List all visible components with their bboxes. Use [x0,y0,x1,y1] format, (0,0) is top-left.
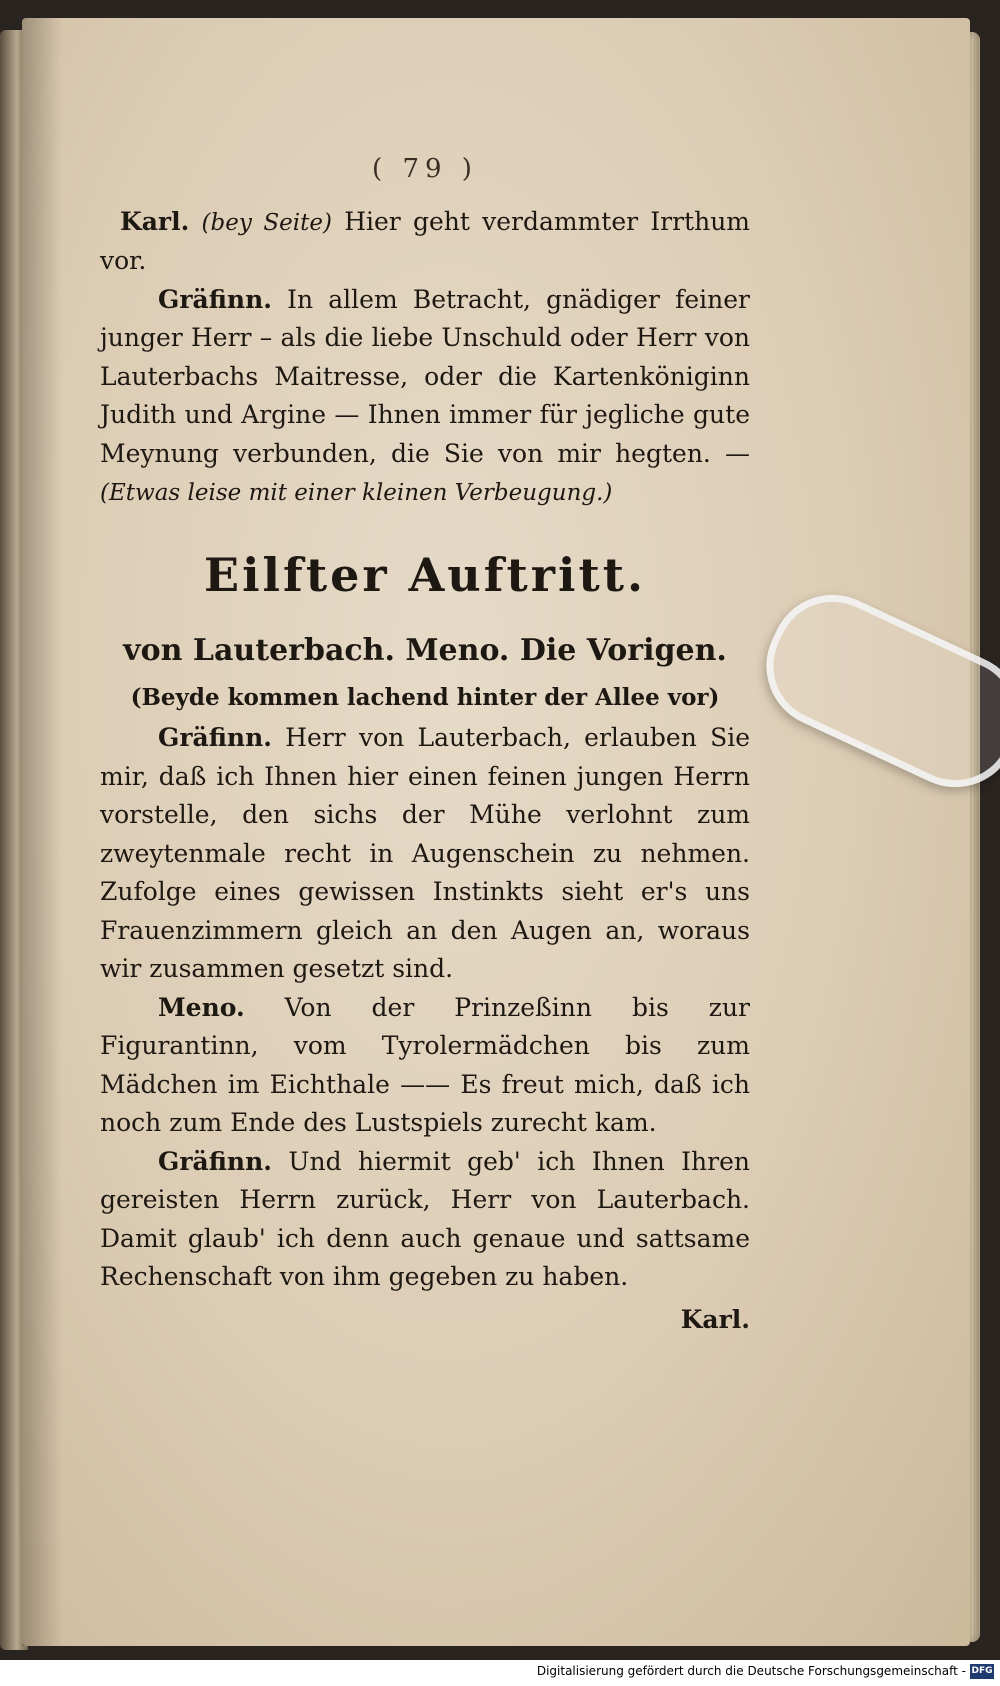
dialogue-paragraph [100,989,750,1143]
dfg-logo-icon: DFG [970,1664,994,1679]
scene-direction: (Beyde kommen lachend hinter der Allee vor) [130,683,720,711]
page-text-block [100,150,750,1339]
speaker-name: Gräfinn. [158,1146,272,1176]
scene-characters: von Lauterbach. Meno. Die Vorigen. [123,632,727,668]
gutter-shadow [22,18,62,1646]
dialogue-text: Von der Prinzeßinn bis zur Figurantinn, vom Tyrolermädchen bis zum Mädchen im Eichthale —— Es freut mich, daß ich noch zum Ende des Lustspiels zurecht kam. [100,992,750,1137]
scene-heading: Eilfter Auftritt. [204,547,646,602]
speaker-name: Gräfinn. [158,723,272,752]
dialogue-paragraph [100,719,750,989]
dialogue-paragraph [100,281,750,513]
speaker-name: Gräfinn. [158,284,272,314]
dialogue-text: Und hiermit geb' ich Ihnen Ihren gereisten Herrn zurück, Herr von Lauterbach. Damit glaub' ich denn auch genaue und sattsame Rechenschaft von ihm gegeben zu haben. [100,1146,750,1291]
stage-direction: (bey Seite) [201,209,332,236]
footer-bar [0,1660,1000,1686]
catchword: Karl. [680,1304,750,1334]
dialogue-text: In allem Betracht, gnädiger feiner junger Herr – als die liebe Unschuld oder Herr von Lauterbachs Maitresse, oder die Kartenköniginn Judith und Argine — Ihnen immer für jegliche gute Meynung verbunden, die Sie von mir hegten. — [100,284,750,468]
dialogue-text: Herr von Lauterbach, erlauben Sie mir, daß ich Ihnen hier einen feinen jungen Herrn vorstelle, den sichs der Mühe verlohnt zum zweytenmale recht in Augenschein zu nehmen. Zufolge eines gewissen Instinkts sieht er's uns Frauenzimmern gleich an den Augen an, woraus wir zusammen gesetzt sind. [100,723,751,983]
page-number: ( 79 ) [372,154,478,184]
stage-direction: (Etwas leise mit einer kleinen Verbeugung.) [100,480,613,506]
funding-credit: Digitalisierung gefördert durch die Deutsche Forschungsgemeinschaft - [536,1664,966,1678]
dialogue-paragraph [100,1143,750,1297]
dialogue-paragraph [100,203,750,281]
speaker-name: Meno. [158,992,245,1022]
dialogue-text: Hier geht verdammter Irrthum vor. [100,206,751,275]
speaker-name: Karl. [120,206,190,236]
